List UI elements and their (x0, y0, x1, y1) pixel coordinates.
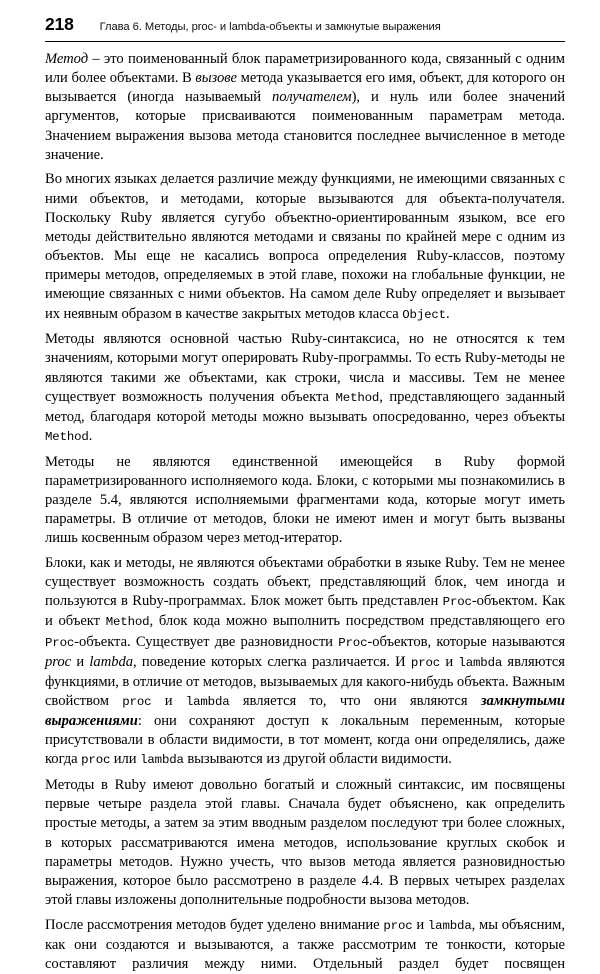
code-run: Object (402, 307, 446, 322)
code-run: Method (105, 615, 150, 630)
emphasis-run: вызове (195, 70, 237, 87)
code-run: Proc (45, 635, 75, 650)
paragraph: Методы в Ruby имеют довольно богатый и сложный синтаксис, им посвящены первые четыре раздела этой главы. Сначала будет объяснено, как определить простые методы, а затем за этим вводным разделом последуют три более сложных, в которых рассматриваются имена методов, использование круглых скобок и параметры методов. Нужно учесть, что вызов метода является разновидностью выражения, которое было рассмотрено в разделе 4.4. В первых четырех разделах этой главы изложены дополнительные подробности вызова методов. (45, 777, 565, 909)
code-run: Proc (338, 635, 368, 650)
code-run: proc (122, 695, 152, 709)
code-run: lambda (427, 918, 472, 933)
page-number: 218 (45, 14, 74, 34)
running-header (45, 14, 565, 44)
code-run: proc (81, 753, 111, 768)
code-run: Proc (442, 595, 472, 610)
code-run: Method (335, 390, 380, 405)
strong-emphasis-run: замкнутыми выражениями (45, 693, 565, 730)
code-run: lambda (458, 655, 503, 670)
code-run: proc (383, 918, 413, 933)
emphasis-run: proc (45, 653, 72, 670)
code-run: lambda (185, 695, 230, 709)
paragraph: После рассмотрения методов будет уделено внимание proc и lambda, мы объясним, как они создаются и вызываются, а также рассмотрим те тонкости, которые составляют различия между ними. Отдельный раздел будет посвящен (45, 916, 565, 973)
paragraph: Во многих языках делается различие между функциями, не имеющими связанных с ними объектов, и методами, которые вызываются для объекта-получателя. Поскольку Ruby является сугубо объектно-ориентированным языком, все его методы действительно являются методами и связаны по крайней мере с одним из объектов. Мы еще не касались вопроса определения Ruby-классов, поэтому примеры методов, определяемых в этой главе, похожи на глобальные функции, не имеющие связанных с ними объектов. На самом деле Ruby определяет и вызывает их неявным образом в качестве закрытых методов класса Object. (45, 171, 565, 322)
code-run: lambda (140, 753, 184, 768)
chapter-running-title: Глава 6. Методы, proc- и lambda-объекты и замкнутые выражения (99, 21, 441, 33)
code-run: Method (45, 429, 89, 444)
header-row (45, 14, 565, 36)
emphasis-run: получателем (272, 89, 352, 106)
body-text-column (45, 50, 565, 974)
paragraph: Блоки, как и методы, не являются объектами обработки в языке Ruby. Тем не менее существует возможность создать объект, представляющий блок, чем иногда и пользуются в Ruby-программах. Блок может быть представлен Proc-объектом. Как и объект Method, блок кода можно выполнить посредством представляющего его Proc-объекта. Существует две разновидности Proc-объектов, которые называются proc и lambda, поведение которых слегка различается. И proc и lambda являются функциями, в отличие от методов, вызываемых для какого-нибудь объекта. Важным свойством proc и lambda является то, что они являются замкнутыми выражениями: они сохраняют доступ к локальным переменным, которые присутствовали в области видимости, в тот момент, когда они определялись, даже когда proc или lambda вызываются из другой области видимости. (45, 554, 566, 768)
paragraph: Методы не являются единственной имеющейся в Ruby формой параметризированного исполняемого кода. Блоки, с которыми мы познакомились в разделе 5.4, являются исполняемыми фрагментами кода, которые могут иметь параметры. В отличие от методов, блоки не имеют имен и могут быть вызваны лишь косвенным образом через метод-итератор. (45, 453, 565, 547)
emphasis-run: lambda (89, 653, 133, 670)
emphasis-run: Метод (45, 51, 89, 67)
header-rule-divider (45, 41, 565, 42)
code-run: proc (410, 655, 441, 670)
paragraph: Метод – это поименованный блок параметризированного кода, связанный с одним или более объектами. В вызове метода указывается его имя, объект, для которого он вызывается (иногда называемый получателем), и нуль или более значений аргументов, которые присваиваются поименованным параметрам метода. Значением выражения вызова метода становится последнее вычисленное в методе значение. (45, 51, 565, 163)
paragraph: Методы являются основной частью Ruby-синтаксиса, но не относятся к тем значениям, которыми могут оперировать Ruby-программы. То есть Ruby-методы не являются такими же объектами, как строки, числа и массивы. Тем не менее существует возможность получения объекта Method, представляющего заданный метод, благодаря которой методы можно вызывать опосредованно, через объекты Method. (45, 331, 565, 444)
